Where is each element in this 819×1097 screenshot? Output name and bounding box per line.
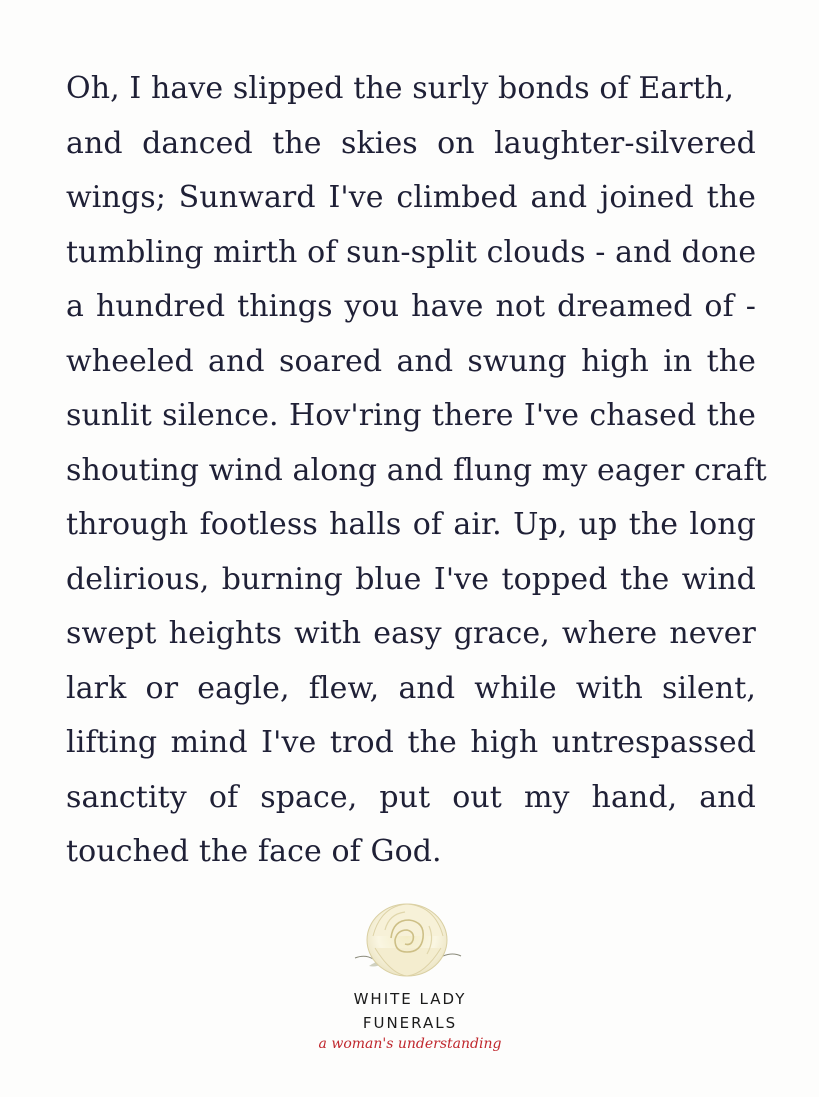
- poem-line: a hundred things you have not dreamed of -: [66, 289, 756, 324]
- poem-line: Oh, I have slipped the surly bonds of Earth,: [66, 71, 734, 106]
- poem-line: swept heights with easy grace, where never: [66, 616, 756, 651]
- poem-line: lifting mind I've trod the high untrespassed: [66, 725, 756, 760]
- brand-tagline: a woman's understanding: [318, 1036, 502, 1052]
- white-rose-icon: [351, 896, 463, 982]
- brand-name-line2: FUNERALS: [362, 1014, 458, 1032]
- poem-line: through footless halls of air. Up, up the long: [66, 507, 756, 542]
- poem-text: [66, 62, 767, 880]
- poem-line: sanctity of space, put out my hand, and: [66, 779, 756, 815]
- poem-line: shouting wind along and flung my eager craft: [66, 452, 767, 488]
- poem-line: sunlit silence. Hov'ring there I've chased the: [66, 398, 756, 433]
- poem-line: delirious, burning blue I've topped the wind: [66, 561, 756, 597]
- poem-line: wings; Sunward I've climbed and joined the: [66, 180, 756, 215]
- poem-line: lark or eagle, flew, and while with silent,: [66, 670, 756, 706]
- poem-line: wheeled and soared and swung high in the: [66, 343, 756, 379]
- poem-line: tumbling mirth of sun-split clouds - and done: [66, 234, 757, 270]
- brand-name-line1: WHITE LADY: [353, 990, 467, 1008]
- poem-line: and danced the skies on laughter-silvered: [66, 125, 756, 161]
- poem-line: touched the face of God.: [66, 834, 442, 869]
